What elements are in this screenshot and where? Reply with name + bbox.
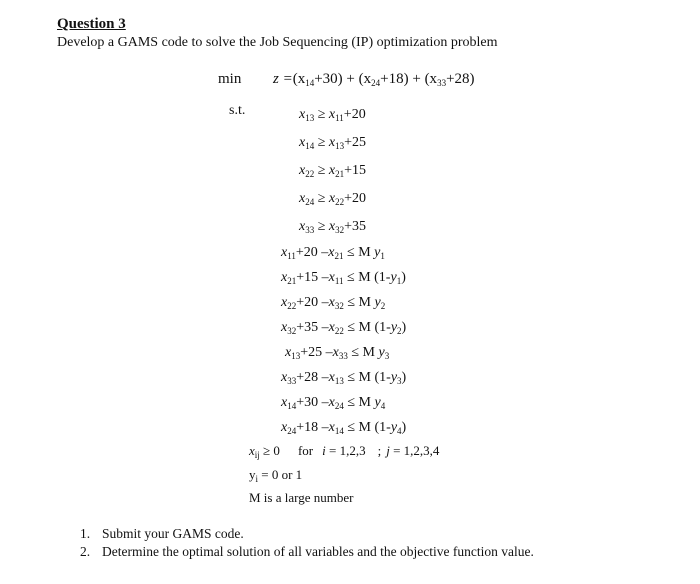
min-keyword: min — [218, 71, 242, 87]
objective-function: $z =(x_{14}+30) + (x_{24}+18) + (x_{33}+28)$ — [273, 71, 475, 88]
list-item: 2. Determine the optimal solution of all variables and the objective function value. — [80, 544, 534, 559]
question-prompt: Develop a GAMS code to solve the Job Sequencing (IP) optimization problem — [57, 35, 498, 50]
binary-constraint: $y_i = 0$ or 1 — [249, 467, 303, 484]
disjunctive-constraint: $x_{22}+20$ $-x_{32} \le M$ $y_2$ — [281, 295, 386, 311]
disjunctive-constraint: $x_{14}+30$ $-x_{24} \le M$ $y_4$ — [281, 395, 386, 411]
disjunctive-constraint: $x_{11}+20$ $-x_{21} \le M$ $y_1$ — [281, 245, 385, 261]
precedence-constraint: $x_{13} \ge x_{11}+20$ — [299, 107, 366, 123]
disjunctive-constraint: $x_{21}+15$ $-x_{11} \le M$ $(1-y_1)$ — [281, 270, 406, 286]
subject-to-label: s.t. — [229, 103, 246, 118]
disjunctive-constraint: $x_{33}+28$ $-x_{13} \le M$ $(1-y_3)$ — [281, 370, 407, 386]
disjunctive-constraint: $x_{13}+25$ $-x_{33} \le M$ $y_3$ — [285, 345, 390, 361]
big-m-note: M is a large number — [249, 490, 354, 505]
precedence-constraint: $x_{24} \ge x_{22}+20$ — [299, 191, 367, 207]
precedence-constraint: $x_{22} \ge x_{21}+15$ — [299, 163, 367, 179]
disjunctive-constraint: $x_{32}+35$ $-x_{22} \le M$ $(1-y_2)$ — [281, 320, 407, 336]
precedence-constraint: $x_{14} \ge x_{13}+25$ — [299, 135, 367, 151]
precedence-constraint: $x_{33} \ge x_{32}+35$ — [299, 219, 367, 235]
question-heading: Question 3 — [57, 16, 126, 32]
disjunctive-constraint: $x_{24}+18$ $-x_{14} \le M$ $(1-y_4)$ — [281, 420, 407, 436]
list-item: 1. Submit your GAMS code. — [80, 526, 244, 541]
nonnegativity-constraint: $x_{ij} \ge 0$ for i = 1,2,3 ; j = 1,2,3,4 — [249, 443, 440, 460]
task-list — [80, 525, 534, 561]
